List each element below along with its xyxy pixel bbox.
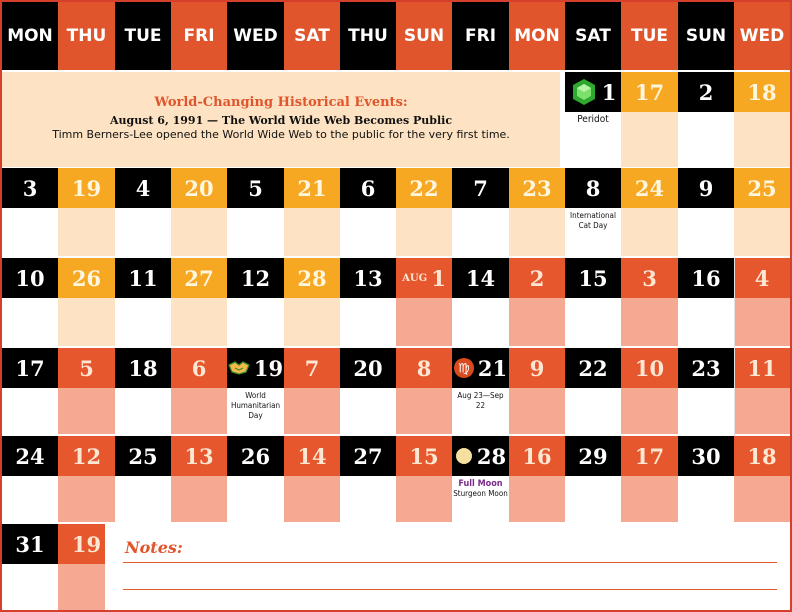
day-number: 22 <box>578 355 608 381</box>
day-number: 2 <box>698 79 714 105</box>
day-cell <box>678 258 734 298</box>
day-number: 3 <box>22 175 38 201</box>
day-cell-body <box>171 298 227 346</box>
day-cell <box>115 436 171 476</box>
day-number: 28 <box>297 265 327 291</box>
day-cell-body <box>565 208 621 256</box>
day-cell-body <box>227 476 284 522</box>
day-number: 11 <box>128 265 158 291</box>
day-cell-body <box>284 476 340 522</box>
historical-event-box <box>2 72 560 167</box>
day-cell <box>2 258 58 298</box>
day-cell-body <box>734 476 790 522</box>
day-cell-body <box>734 388 790 434</box>
day-number: 17 <box>634 443 665 469</box>
day-note: Peridot <box>577 114 609 125</box>
day-cell-body <box>58 208 115 256</box>
day-cell-body <box>734 298 790 346</box>
day-number: 27 <box>353 443 383 469</box>
notes-label: Notes: <box>125 538 183 557</box>
day-cell-body <box>2 208 58 256</box>
day-number: 6 <box>360 175 376 201</box>
day-cell-body <box>2 388 58 434</box>
day-cell <box>171 436 227 476</box>
day-number: 22 <box>409 175 439 201</box>
day-cell-body <box>509 476 565 522</box>
full-moon-icon <box>455 447 473 465</box>
day-cell <box>734 168 790 208</box>
weekday-header: MON <box>509 2 565 70</box>
day-number: 31 <box>15 531 45 557</box>
day-cell-body <box>396 476 452 522</box>
day-number: 26 <box>240 443 271 469</box>
day-cell <box>678 348 734 388</box>
day-cell-body <box>340 476 396 522</box>
day-number: 19 <box>71 531 102 557</box>
day-cell-body <box>115 476 171 522</box>
day-cell <box>340 168 396 208</box>
weekday-header: SUN <box>678 2 734 70</box>
day-cell-body <box>678 112 734 167</box>
day-cell <box>227 348 284 388</box>
day-number: 14 <box>465 265 496 291</box>
event-heading: World-Changing Historical Events: <box>154 95 408 110</box>
day-cell-body <box>340 298 396 346</box>
day-cell <box>227 258 284 298</box>
day-cell <box>58 258 115 298</box>
day-number: 14 <box>297 443 327 469</box>
day-number: 30 <box>691 443 721 469</box>
day-number: 21 <box>297 175 327 201</box>
day-cell <box>452 436 509 476</box>
virgo-icon <box>454 358 474 378</box>
day-cell-body <box>396 298 452 346</box>
day-number: 25 <box>747 175 777 201</box>
weekday-header: SAT <box>565 2 621 70</box>
day-cell-body <box>284 388 340 434</box>
day-number: 1 <box>601 79 617 105</box>
day-cell <box>396 348 452 388</box>
day-cell <box>734 258 790 298</box>
day-cell-body <box>565 112 621 167</box>
weekday-header: THU <box>340 2 396 70</box>
day-number: 15 <box>578 265 608 291</box>
day-number: 20 <box>184 175 214 201</box>
notes-line <box>123 589 777 590</box>
day-cell <box>621 258 678 298</box>
day-cell-body <box>621 208 678 256</box>
day-cell <box>565 72 621 112</box>
day-cell <box>284 436 340 476</box>
day-number: 5 <box>79 355 94 381</box>
day-cell <box>509 168 565 208</box>
day-number: 27 <box>184 265 214 291</box>
day-cell-body <box>621 298 678 346</box>
day-cell <box>58 436 115 476</box>
day-number: 9 <box>529 355 545 381</box>
day-number: 18 <box>747 79 777 105</box>
day-cell-body <box>396 388 452 434</box>
day-cell <box>58 348 115 388</box>
day-number: 16 <box>522 443 552 469</box>
day-cell <box>396 258 452 298</box>
day-cell <box>396 436 452 476</box>
day-cell-body <box>734 112 790 167</box>
day-number: 23 <box>522 175 552 201</box>
day-cell <box>452 348 509 388</box>
weekday-header: SAT <box>284 2 340 70</box>
day-number: 24 <box>634 175 665 201</box>
day-cell-body <box>171 208 227 256</box>
day-number: 10 <box>634 355 665 381</box>
day-cell <box>509 436 565 476</box>
day-cell-body <box>58 298 115 346</box>
svg-text:♍: ♍ <box>458 361 470 377</box>
day-cell-body <box>678 476 734 522</box>
day-number: 1 <box>431 265 446 291</box>
day-cell-body <box>58 476 115 522</box>
day-cell-body <box>565 476 621 522</box>
month-prefix: AUG <box>402 272 428 284</box>
day-cell <box>396 168 452 208</box>
day-note: World Humanitarian Day <box>230 391 281 420</box>
day-number: 18 <box>128 355 158 381</box>
day-cell-body <box>340 388 396 434</box>
day-cell <box>678 168 734 208</box>
day-number: 19 <box>71 175 102 201</box>
day-number: 7 <box>473 175 488 201</box>
day-number: 9 <box>698 175 714 201</box>
day-cell-body <box>227 388 284 434</box>
day-number: 17 <box>15 355 45 381</box>
weekday-header: WED <box>734 2 790 70</box>
day-cell <box>621 168 678 208</box>
day-number: 15 <box>409 443 439 469</box>
day-number: 8 <box>585 175 601 201</box>
day-cell <box>565 348 621 388</box>
day-cell <box>734 348 790 388</box>
day-cell <box>340 258 396 298</box>
day-cell-body <box>58 388 115 434</box>
day-cell <box>2 348 58 388</box>
day-number: 4 <box>754 265 770 291</box>
day-cell-body <box>115 388 171 434</box>
event-description: Timm Berners-Lee opened the World Wide Web to the public for the very first time. <box>52 128 510 141</box>
day-note: Sturgeon Moon <box>453 489 508 498</box>
day-cell <box>452 168 509 208</box>
day-cell-body <box>396 208 452 256</box>
day-cell <box>284 348 340 388</box>
day-cell <box>284 168 340 208</box>
day-cell <box>115 348 171 388</box>
day-cell-body <box>565 388 621 434</box>
day-cell-body <box>509 388 565 434</box>
day-cell <box>678 72 734 112</box>
day-cell <box>171 348 227 388</box>
day-cell-body <box>678 298 734 346</box>
day-cell-body <box>171 476 227 522</box>
day-number: 24 <box>15 443 45 469</box>
day-note: Full Moon <box>458 479 503 489</box>
day-number: 20 <box>353 355 383 381</box>
day-number: 3 <box>642 265 657 291</box>
day-number: 11 <box>747 355 777 381</box>
day-cell <box>58 168 115 208</box>
notes-line <box>123 562 777 563</box>
day-cell-body <box>621 112 678 167</box>
day-number: 29 <box>578 443 608 469</box>
handshake-icon <box>228 360 250 376</box>
day-number: 2 <box>529 265 545 291</box>
day-note: International Cat Day <box>570 211 616 230</box>
day-number: 26 <box>71 265 102 291</box>
day-cell <box>171 168 227 208</box>
day-note: Aug 23—Sep 22 <box>457 391 504 410</box>
day-cell <box>284 258 340 298</box>
day-cell <box>227 168 284 208</box>
day-cell-body <box>734 208 790 256</box>
day-number: 19 <box>253 355 284 381</box>
day-cell <box>171 258 227 298</box>
day-cell-body <box>115 298 171 346</box>
day-cell-body <box>621 476 678 522</box>
day-cell <box>340 436 396 476</box>
day-cell-body <box>284 298 340 346</box>
day-cell <box>734 72 790 112</box>
day-number: 12 <box>71 443 102 469</box>
weekday-header: WED <box>227 2 284 70</box>
day-cell <box>565 168 621 208</box>
day-number: 4 <box>135 175 151 201</box>
day-cell-body <box>452 208 509 256</box>
day-cell <box>621 348 678 388</box>
day-cell-body <box>509 298 565 346</box>
day-cell <box>509 348 565 388</box>
event-title: August 6, 1991 — The World Wide Web Becomes Public <box>109 114 453 127</box>
weekday-header: FRI <box>452 2 509 70</box>
day-cell-body <box>2 298 58 346</box>
day-cell-body <box>621 388 678 434</box>
day-cell-body <box>509 208 565 256</box>
notes-area[interactable] <box>105 524 791 611</box>
day-cell <box>452 258 509 298</box>
day-cell <box>565 436 621 476</box>
day-cell-body <box>284 208 340 256</box>
day-number: 7 <box>304 355 320 381</box>
weekday-header: MON <box>2 2 58 70</box>
day-cell <box>115 258 171 298</box>
day-number: 16 <box>691 265 721 291</box>
weekday-header: SUN <box>396 2 452 70</box>
day-cell <box>2 436 58 476</box>
day-number: 6 <box>191 355 207 381</box>
day-number: 23 <box>691 355 721 381</box>
day-cell-body <box>452 298 509 346</box>
day-number: 17 <box>634 79 665 105</box>
weekday-header: TUE <box>621 2 678 70</box>
day-number: 13 <box>353 265 383 291</box>
day-number: 8 <box>416 355 432 381</box>
day-cell-body <box>340 208 396 256</box>
day-cell <box>2 524 58 564</box>
day-number: 10 <box>15 265 45 291</box>
day-cell-body <box>452 476 509 522</box>
day-cell <box>115 168 171 208</box>
day-number: 5 <box>248 175 263 201</box>
day-number: 28 <box>476 443 507 469</box>
day-cell <box>340 348 396 388</box>
day-number: 13 <box>184 443 214 469</box>
day-cell <box>621 436 678 476</box>
day-cell <box>678 436 734 476</box>
weekday-header: TUE <box>115 2 171 70</box>
day-cell <box>565 258 621 298</box>
day-cell-body <box>565 298 621 346</box>
day-cell-body <box>678 388 734 434</box>
day-cell-body <box>2 476 58 522</box>
day-cell-body <box>227 298 284 346</box>
day-number: 18 <box>747 443 777 469</box>
day-cell-body <box>678 208 734 256</box>
day-number: 21 <box>477 355 508 381</box>
day-cell <box>509 258 565 298</box>
day-cell <box>227 436 284 476</box>
grid-line <box>734 258 735 436</box>
day-cell <box>734 436 790 476</box>
day-cell <box>621 72 678 112</box>
day-cell-body <box>171 388 227 434</box>
day-cell-body <box>115 208 171 256</box>
weekday-header: FRI <box>171 2 227 70</box>
gem-icon <box>570 78 598 106</box>
day-cell-body <box>2 564 58 611</box>
day-number: 12 <box>240 265 271 291</box>
day-cell-body <box>452 388 509 434</box>
day-cell <box>2 168 58 208</box>
weekday-header: THU <box>58 2 115 70</box>
day-number: 25 <box>128 443 158 469</box>
day-cell-body <box>227 208 284 256</box>
